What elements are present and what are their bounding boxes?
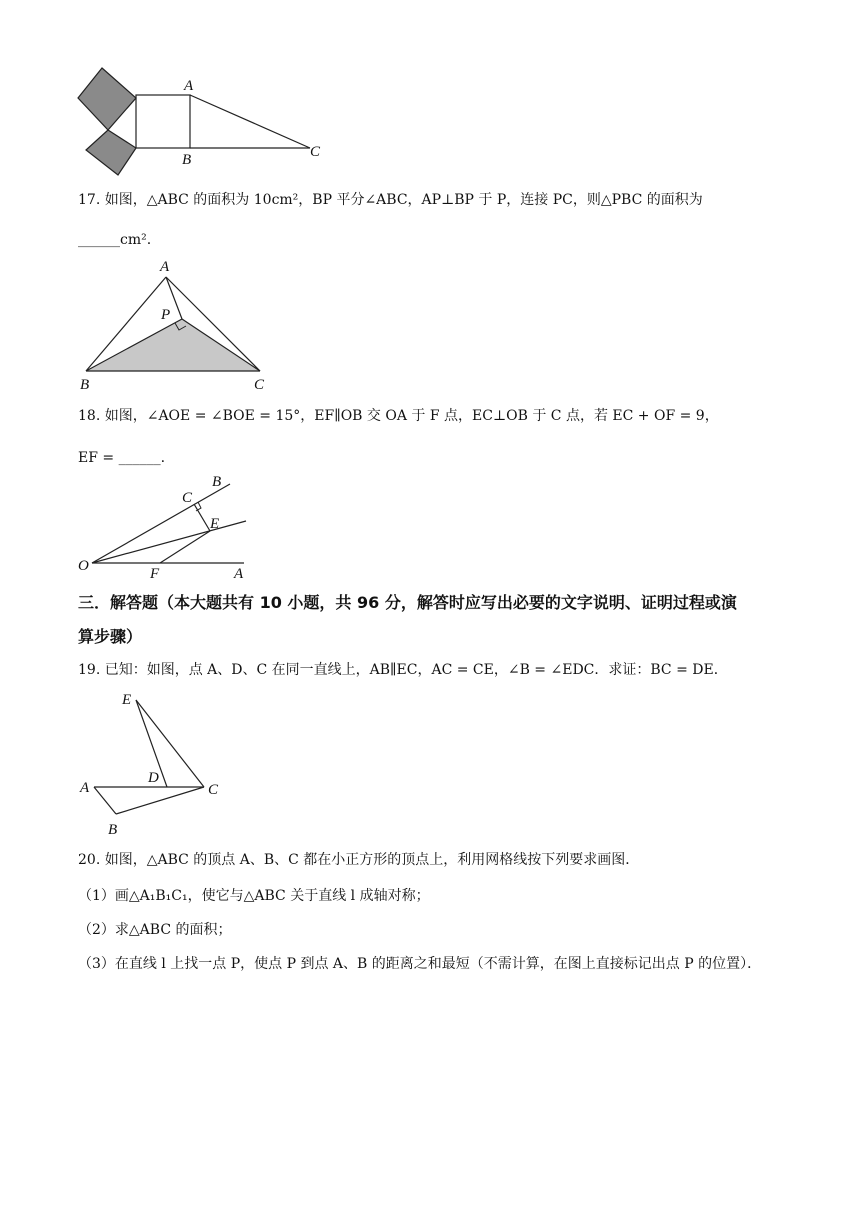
label-p: P <box>161 307 171 323</box>
segment-ab <box>94 787 116 814</box>
label-c: C <box>310 144 321 160</box>
q20-part2: （2）求△ABC 的面积； <box>78 922 232 938</box>
section-3-heading-line2: 算步骤） <box>78 627 143 646</box>
label-b: B <box>108 822 118 838</box>
segment-bc <box>116 787 204 814</box>
label-b: B <box>80 377 90 393</box>
label-o: O <box>78 558 89 574</box>
figure-17 <box>70 255 280 395</box>
label-c: C <box>182 490 193 506</box>
square-middle <box>136 95 190 148</box>
label-c: C <box>208 782 219 798</box>
label-a: A <box>184 78 194 94</box>
q18-text-line1: 18. 如图，∠AOE = ∠BOE = 15°，EF∥OB 交 OA 于 F 点，EC⊥OB 于 C 点，若 EC + OF = 9， <box>78 408 719 424</box>
gray-square-bottom <box>86 130 136 175</box>
section-3-heading-line1: 三．解答题（本大题共有 10 小题，共 96 分，解答时应写出必要的文字说明、证明过程或演 <box>78 593 737 612</box>
label-b: B <box>182 152 192 168</box>
label-c: C <box>254 377 265 393</box>
label-a: A <box>234 566 244 580</box>
q17-text-line1: 17. 如图，△ABC 的面积为 10cm²，BP 平分∠ABC，AP⊥BP 于 P，连接 PC，则△PBC 的面积为 <box>78 192 703 208</box>
label-a: A <box>160 259 170 275</box>
figure-19 <box>74 688 234 838</box>
segment-ef <box>160 531 210 563</box>
gray-square-top <box>78 68 136 130</box>
figure-18 <box>72 470 262 580</box>
segment-ec <box>194 504 210 531</box>
label-f: F <box>150 566 160 580</box>
label-a: A <box>80 780 90 796</box>
label-e: E <box>210 516 220 532</box>
label-d: D <box>148 770 159 786</box>
side-ac <box>190 95 310 148</box>
q17-text-line2: ______cm². <box>78 232 152 248</box>
q20-text: 20. 如图，△ABC 的顶点 A、B、C 都在小正方形的顶点上，利用网格线按下列要求画图． <box>78 852 640 868</box>
figure-16 <box>70 60 340 180</box>
q20-part3: （3）在直线 l 上找一点 P，使点 P 到点 A、B 的距离之和最短（不需计算，在图上直接标记出点 P 的位置）． <box>78 956 762 972</box>
label-b: B <box>212 474 222 490</box>
label-e: E <box>122 692 132 708</box>
q18-text-line2: EF = ______. <box>78 450 166 466</box>
q19-text: 19. 已知：如图，点 A、D、C 在同一直线上，AB∥EC，AC = CE，∠B = ∠EDC．求证：BC = DE． <box>78 662 728 678</box>
q20-part1: （1）画△A₁B₁C₁，使它与△ABC 关于直线 l 成轴对称； <box>78 888 430 904</box>
segment-ec <box>136 700 204 787</box>
